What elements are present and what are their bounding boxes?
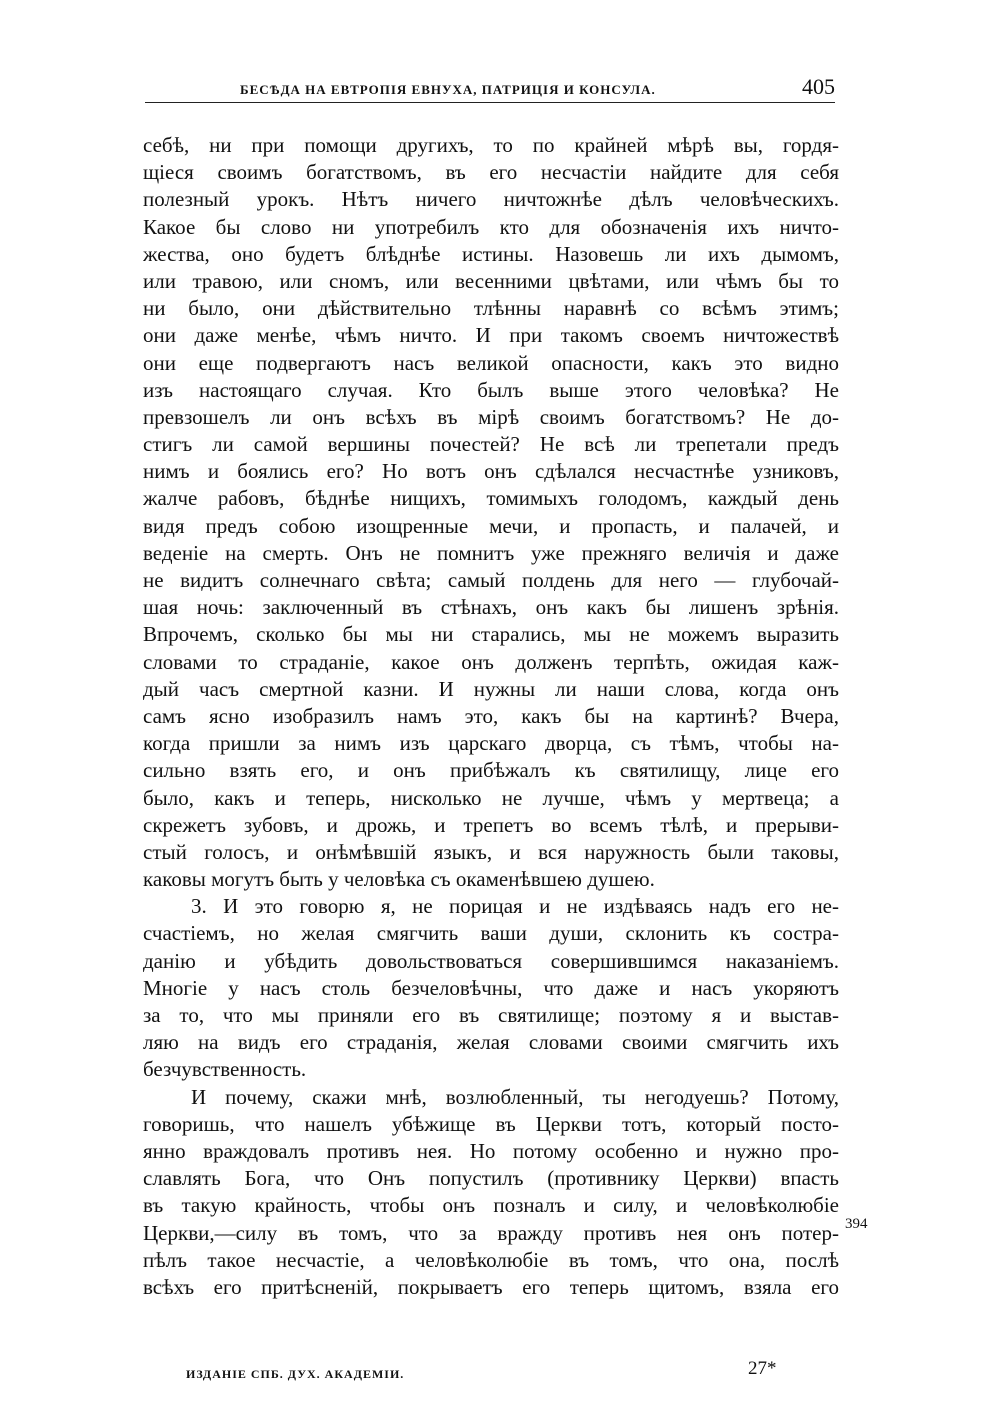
text-line: щіеся своимъ богатствомъ, въ его несчастіи найдите для себя bbox=[143, 160, 839, 185]
publisher-footer: ИЗДАНІЕ СПБ. ДУХ. АКАДЕМІИ. bbox=[186, 1367, 405, 1381]
text-line: жалче рабовъ, бѣднѣе нищихъ, томимыхъ голодомъ, каждый день bbox=[143, 486, 839, 511]
text-line: въ такую крайность, чтобы онъ позналъ и силу, и человѣколюбіе bbox=[143, 1193, 839, 1218]
text-line: славлять Бога, что Онъ попустилъ (противнику Церкви) впасть bbox=[143, 1166, 839, 1191]
text-line: Церкви,—силу въ томъ, что за вражду противъ нея онъ потер- bbox=[143, 1220, 839, 1245]
running-title: БЕСѢДА НА ЕВТРОПІЯ ЕВНУХА, ПАТРИЦІЯ И КОНСУЛА. bbox=[240, 82, 656, 97]
text-line: они еще подвергаютъ насъ великой опасности, какъ это видно bbox=[143, 350, 839, 375]
text-line: Какое бы слово ни употребилъ кто для обозначенія ихъ ничто- bbox=[143, 214, 839, 239]
text-line: они даже менѣе, чѣмъ ничто. И при такомъ своемъ ничтожествѣ bbox=[143, 323, 839, 348]
text-line: превзошелъ ли онъ всѣхъ въ мірѣ своимъ богатствомъ? Не до- bbox=[143, 404, 839, 429]
text-line: жества, оно будетъ блѣднѣе истины. Назовешь ли ихъ дымомъ, bbox=[143, 241, 839, 266]
text-line: данію и убѣдить довольствоваться совершившимся наказаніемъ. bbox=[143, 948, 839, 973]
text-line: 3. И это говорю я, не порицая и не издѣваясь надъ его не- bbox=[191, 894, 839, 919]
text-line: ни было, они дѣйствительно тлѣнны наравнѣ со всѣмъ этимъ; bbox=[143, 296, 839, 321]
text-line: видя предъ собою изощренные мечи, и пропасть, и палачей, и bbox=[143, 513, 839, 538]
text-line: стый голосъ, и онѣмѣвшій языкъ, и вся наружность были таковы, bbox=[143, 839, 839, 864]
text-line: самъ ясно изобразилъ намъ это, какъ бы на картинѣ? Вчера, bbox=[143, 703, 839, 728]
page-number: 405 bbox=[802, 74, 835, 99]
text-line: всѣхъ его притѣсненій, покрываетъ его теперь щитомъ, взяла его bbox=[143, 1274, 839, 1299]
text-line: ляю на видъ его страданія, желая словами своими смягчить ихъ bbox=[143, 1030, 839, 1055]
text-line: янно враждовалъ противъ нея. Но потому особенно и нужно про- bbox=[143, 1138, 839, 1163]
text-line: было, какъ и теперь, нисколько не лучше, чѣмъ у мертвеца; а bbox=[143, 785, 839, 810]
margin-page-reference: 394 bbox=[845, 1216, 868, 1232]
text-line: когда пришли за нимъ изъ царскаго дворца, съ тѣмъ, чтобы на- bbox=[143, 731, 839, 756]
text-line: нимъ и боялись его? Но вотъ онъ сдѣлался несчастнѣе узниковъ, bbox=[143, 459, 839, 484]
body-text bbox=[143, 132, 839, 1301]
text-line: себѣ, ни при помощи другихъ, то по крайней мѣрѣ вы, гордя- bbox=[143, 133, 839, 157]
text-line: за то, что мы приняли его въ святилище; поэтому я и выстав- bbox=[143, 1003, 839, 1027]
text-line: скрежетъ зубовъ, и дрожь, и трепетъ во всемъ тѣлѣ, и прерыви- bbox=[143, 812, 839, 837]
running-head bbox=[145, 74, 835, 103]
text-line: изъ настоящаго случая. Кто былъ выше этого человѣка? Не bbox=[143, 377, 839, 402]
text-line: каковы могутъ быть у человѣка съ окаменѣвшею душею. bbox=[143, 867, 655, 892]
text-line: полезный урокъ. Нѣтъ ничего ничтожнѣе дѣлъ человѣческихъ. bbox=[143, 187, 839, 212]
text-line: дый часъ смертной казни. И нужны ли наши слова, когда онъ bbox=[143, 676, 839, 701]
text-line: стигъ ли самой вершины почестей? Не всѣ ли трепетали предъ bbox=[143, 432, 839, 457]
text-line: Впрочемъ, сколько бы мы ни старались, мы не можемъ выразить bbox=[143, 622, 839, 647]
text-line: пѣлъ такое несчастіе, а человѣколюбіе въ томъ, что она, послѣ bbox=[143, 1247, 839, 1272]
text-line: говоришь, что нашелъ убѣжище въ Церкви тотъ, который посто- bbox=[143, 1111, 839, 1136]
signature-mark: 27* bbox=[748, 1358, 777, 1379]
text-line: счастіемъ, но желая смягчить ваши души, склонить къ состра- bbox=[143, 921, 839, 946]
text-line: сильно взять его, и онъ прибѣжалъ къ святилищу, лице его bbox=[143, 758, 839, 783]
text-line: или травою, или сномъ, или весенними цвѣтами, или чѣмъ бы то bbox=[143, 268, 839, 293]
text-line: веденіе на смерть. Онъ не помнитъ уже прежняго величія и даже bbox=[143, 540, 839, 565]
text-line: И почему, скажи мнѣ, возлюбленный, ты негодуешь? Потому, bbox=[191, 1084, 839, 1109]
text-line: Многіе у насъ столь безчеловѣчны, что даже и насъ укоряютъ bbox=[143, 975, 839, 1000]
text-line: не видитъ солнечнаго свѣта; самый полдень для него — глубочай- bbox=[143, 568, 839, 592]
text-line: словами то страданіе, какое онъ долженъ терпѣть, ожидая каж- bbox=[143, 649, 839, 674]
text-line: шая ночь: заключенный въ стѣнахъ, онъ какъ бы лишенъ зрѣнія. bbox=[143, 595, 839, 620]
text-line: безчувственность. bbox=[143, 1057, 307, 1082]
